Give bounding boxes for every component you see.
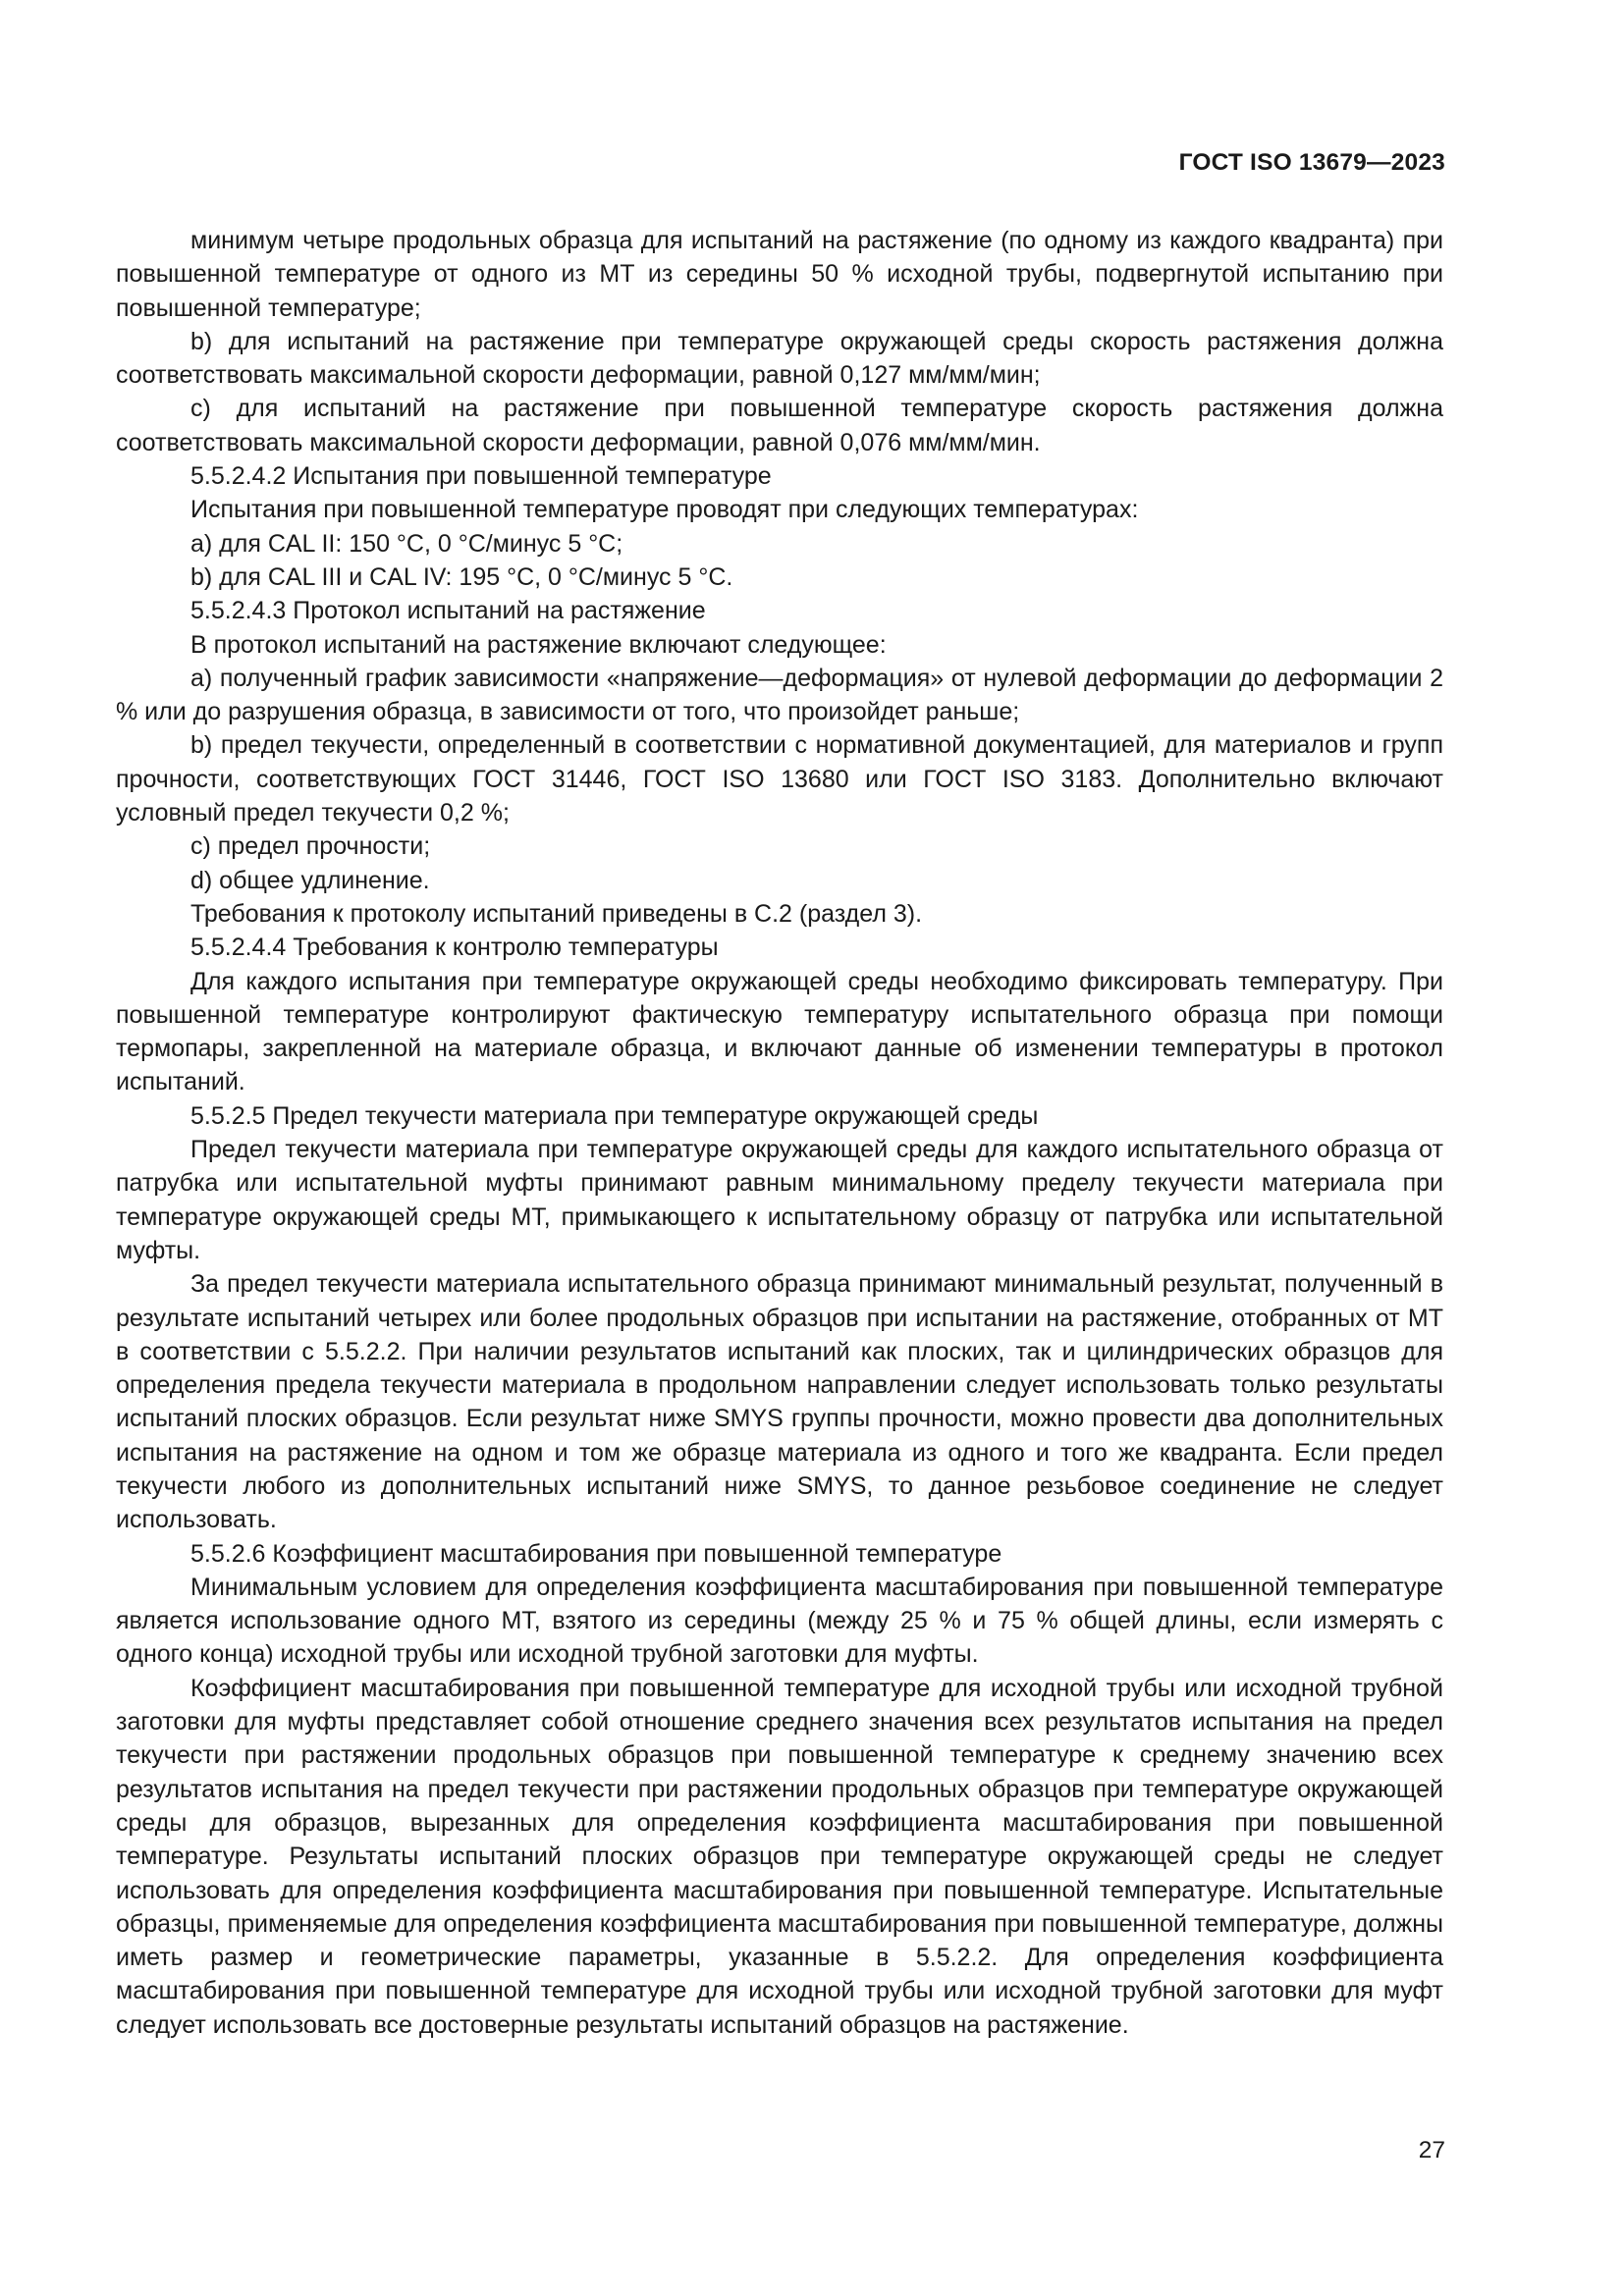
list-item-yield-strength: b) предел текучести, определенный в соответствии с нормативной документацией, для материалов и групп прочности, соответствующих ГОСТ 31446, ГОСТ ISO 13680 или ГОСТ ISO 3183. Дополнительно включают условный предел текучести 0,2 %; (116, 731, 1443, 828)
paragraph-scaling-factor: Коэффициент масштабирования при повышенной температуре для исходной трубы или исходной трубной заготовки для муфты представляет собой отношение среднего значения всех результатов испытания на предел текучести при растяжении продольных образцов при повышенной температуре к среднему значению всех результатов испытания на предел текучести при растяжении продольных образцов при температуре окружающей среды для образцов, вырезанных для определения коэффициента масштабирования при повышенной температуре. Результаты испытаний плоских образцов при температуре окружающей среды не следует использовать для определения коэффициента масштабирования при повышенной температуре. Испытательные образцы, применяемые для определения коэффициента масштабирования при повышенной температуре, должны иметь размер и геометрические параметры, указанные в 5.5.2.2. Для определения коэффициента масштабирования при повышенной температуре для исходной трубы или исходной трубной заготовки для муфт следует использовать все достоверные результаты испытаний образцов на растяжение. (116, 1674, 1443, 2039)
list-item-elevated-strain-rate: c) для испытаний на растяжение при повышенной температуре скорость растяжения должна соответствовать максимальной скорости деформации, равной 0,076 мм/мм/мин. (116, 395, 1443, 456)
list-item-elongation: d) общее удлинение. (190, 866, 430, 894)
paragraph-minimum-result: За предел текучести материала испытательного образца принимают минимальный результат, полученный в результате испытаний четырех или более продольных образцов при испытании на растяжение, отобранных от МТ в соответствии с 5.5.2.2. При наличии результатов испытаний как плоских, так и цилиндрических образцов для определения предела текучести материала в продольном направлении следует использовать только результаты испытаний плоских образцов. Если результат ниже SMYS группы прочности, можно провести два дополнительных испытания на растяжение на одном и том же образце материала из одного и того же квадранта. Если предел текучести любого из дополнительных испытаний ниже SMYS, то данное резьбовое соединение не следует использовать. (116, 1270, 1443, 1534)
paragraph-minimum-condition: Минимальным условием для определения коэффициента масштабирования при повышенной температуре является использование одного МТ, взятого из середины (между 25 % и 75 % общей длины, если измерять с одного конца) исходной трубы или исходной трубной заготовки для муфты. (116, 1573, 1443, 1669)
paragraph-report-contents: В протокол испытаний на растяжение включают следующее: (190, 630, 887, 659)
section-heading-5-5-2-4-2: 5.5.2.4.2 Испытания при повышенной температуре (190, 462, 772, 491)
list-item-ambient-strain-rate: b) для испытаний на растяжение при температуре окружающей среды скорость растяжения должна соответствовать максимальной скорости деформации, равной 0,127 мм/мм/мин; (116, 327, 1443, 390)
list-item-cal-iii-iv: b) для CAL III и CAL IV: 195 °С, 0 °С/минус 5 °С. (190, 562, 733, 591)
document-header: ГОСТ ISO 13679—2023 (1178, 149, 1445, 176)
paragraph-temperature-control: Для каждого испытания при температуре окружающей среды необходимо фиксировать температуру. При повышенной температуре контролируют фактическую температуру испытательного образца при помощи термопары, закрепленной на материале образца, и включают данные об изменении температуры в протокол испытаний. (116, 967, 1443, 1096)
list-item-stress-strain-graph: a) полученный график зависимости «напряжение—деформация» от нулевой деформации до деформации 2 % или до разрушения образца, в зависимости от того, что произойдет раньше; (116, 664, 1443, 726)
body-text (116, 224, 1443, 2042)
section-heading-5-5-2-5: 5.5.2.5 Предел текучести материала при температуре окружающей среды (190, 1101, 1039, 1130)
section-heading-5-5-2-6: 5.5.2.6 Коэффициент масштабирования при повышенной температуре (190, 1539, 1002, 1568)
page-number: 27 (1418, 2137, 1445, 2163)
paragraph-ambient-yield-strength: Предел текучести материала при температуре окружающей среды для каждого испытательного образца от патрубка или испытательной муфты принимают равным минимальному пределу текучести материала при температуре окружающей среды МТ, примыкающего к испытательному образцу от патрубка или испытательной муфты. (116, 1136, 1443, 1264)
paragraph-quadrant-specimens: минимум четыре продольных образца для испытаний на растяжение (по одному из каждого квадранта) при повышенной температуре от одного из МТ из середины 50 % исходной трубы, подвергнутой испытанию при повышенной температуре; (116, 227, 1443, 322)
list-item-cal-ii: a) для CAL II: 150 °С, 0 °С/минус 5 °С; (190, 529, 623, 558)
section-heading-5-5-2-4-3: 5.5.2.4.3 Протокол испытаний на растяжение (190, 597, 706, 625)
paragraph-test-temperatures: Испытания при повышенной температуре проводят при следующих температурах: (190, 496, 1139, 524)
paragraph-report-requirements: Требования к протоколу испытаний приведены в С.2 (раздел 3). (190, 899, 923, 928)
section-heading-5-5-2-4-4: 5.5.2.4.4 Требования к контролю температуры (190, 934, 719, 962)
list-item-tensile-strength: c) предел прочности; (190, 832, 431, 861)
